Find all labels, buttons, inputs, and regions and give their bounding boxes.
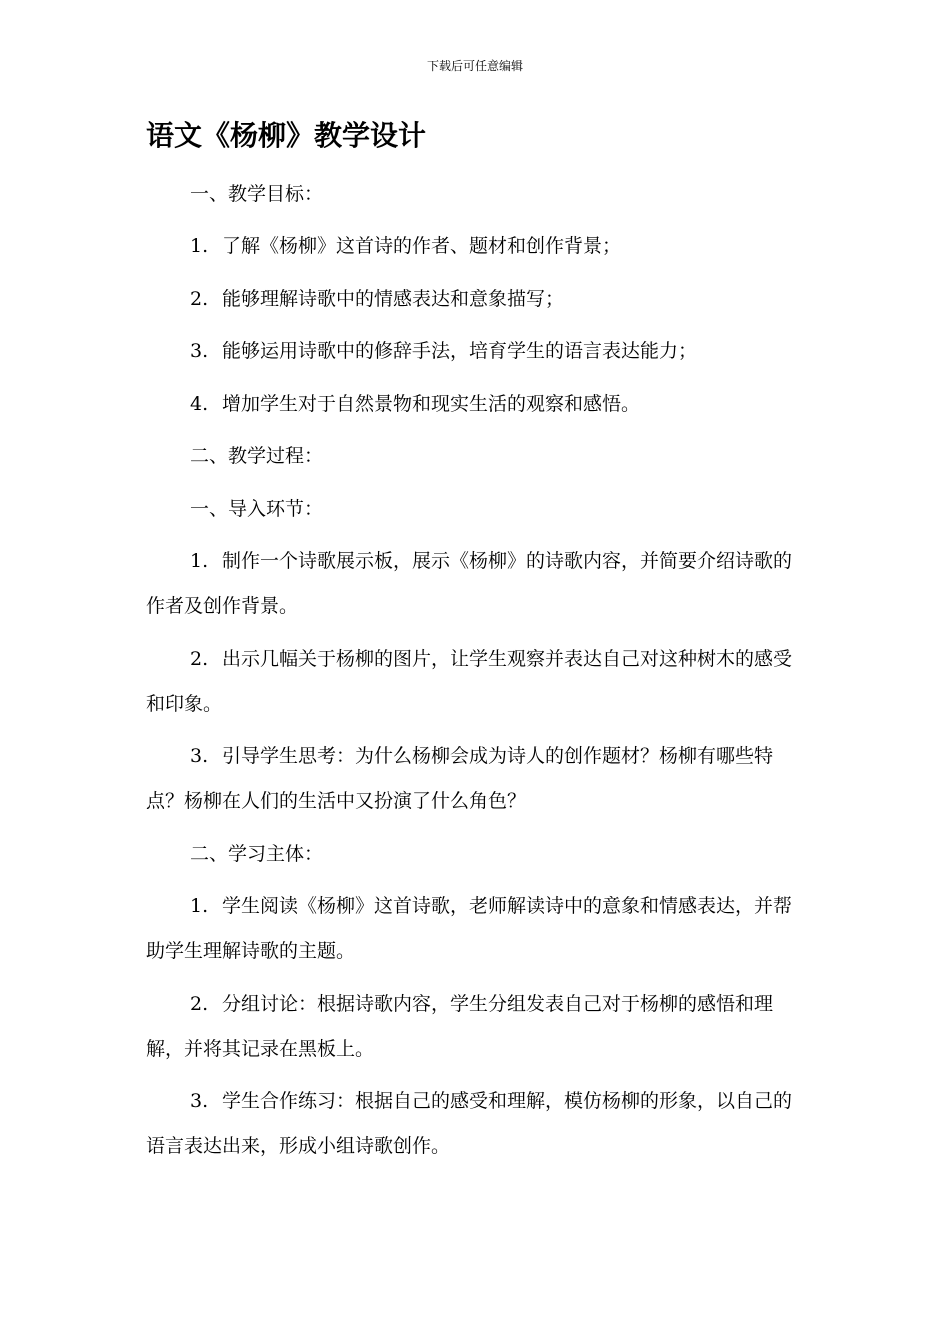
item-number: 1. — [190, 235, 209, 257]
paragraph-text: 学生阅读《杨柳》这首诗歌，老师解读诗中的意象和情感表达，并帮助学生理解诗歌的主题。 — [146, 895, 793, 962]
paragraph-text: 二、教学过程： — [190, 445, 324, 467]
main-item — [146, 877, 810, 975]
item-number: 4. — [190, 392, 209, 415]
header-note: 下载后可任意编辑 — [426, 59, 523, 73]
paragraph-text: 引导学生思考：为什么杨柳会成为诗人的创作题材？杨柳有哪些特点？杨柳在人们的生活中又扮演了什么角色？ — [146, 745, 774, 812]
main-item — [146, 1072, 810, 1170]
section-heading-objectives — [146, 164, 810, 217]
item-number: 2. — [190, 647, 209, 670]
item-number: 1. — [190, 895, 209, 917]
document-body — [146, 164, 810, 1169]
paragraph-text: 分组讨论：根据诗歌内容，学生分组发表自己对于杨柳的感悟和理解，并将其记录在黑板上。 — [146, 992, 774, 1060]
main-item — [146, 974, 810, 1072]
intro-item — [146, 532, 810, 630]
paragraph-text: 增加学生对于自然景物和现实生活的观察和感悟。 — [222, 392, 641, 415]
objective-item — [146, 322, 810, 375]
intro-item — [146, 727, 810, 825]
intro-item — [146, 629, 810, 727]
paragraph-text: 一、教学目标： — [190, 182, 324, 205]
paragraph-text: 能够理解诗歌中的情感表达和意象描写； — [222, 287, 565, 310]
objective-item — [146, 269, 810, 322]
paragraph-text: 一、导入环节： — [190, 497, 324, 520]
paragraph-text: 学生合作练习：根据自己的感受和理解，模仿杨柳的形象，以自己的语言表达出来，形成小组诗歌创作。 — [146, 1090, 793, 1157]
item-number: 2. — [190, 992, 209, 1015]
paragraph-text: 制作一个诗歌展示板，展示《杨柳》的诗歌内容，并简要介绍诗歌的作者及创作背景。 — [146, 550, 793, 617]
objective-item — [146, 217, 810, 270]
item-number: 3. — [190, 745, 209, 767]
objective-item — [146, 374, 810, 427]
paragraph-text: 了解《杨柳》这首诗的作者、题材和创作背景； — [222, 235, 622, 257]
subsection-heading-intro — [146, 479, 810, 532]
paragraph-text: 出示几幅关于杨柳的图片，让学生观察并表达自己对这种树木的感受和印象。 — [146, 647, 793, 715]
paragraph-text: 能够运用诗歌中的修辞手法，培育学生的语言表达能力； — [222, 340, 698, 362]
section-heading-process — [146, 427, 810, 480]
subsection-heading-main — [146, 824, 810, 877]
item-number: 3. — [190, 340, 209, 362]
item-number: 3. — [190, 1090, 209, 1112]
item-number: 1. — [190, 550, 209, 572]
item-number: 2. — [190, 287, 209, 310]
page-title: 语文《杨柳》教学设计 — [146, 119, 427, 152]
paragraph-text: 二、学习主体： — [190, 842, 324, 865]
